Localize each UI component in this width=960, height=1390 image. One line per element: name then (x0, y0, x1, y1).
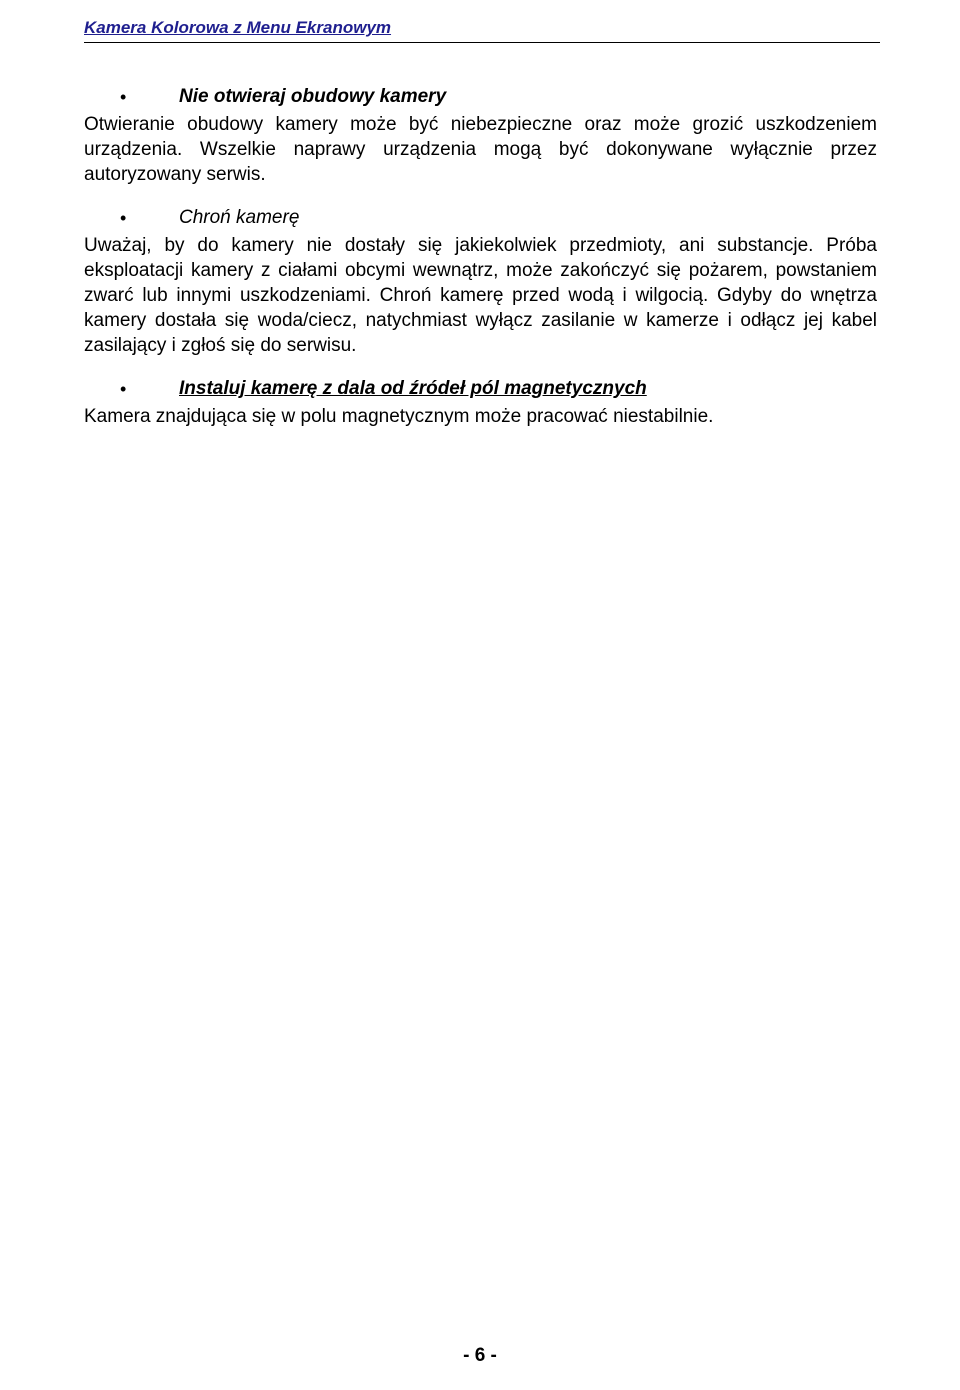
document-title: Kamera Kolorowa z Menu Ekranowym (84, 18, 392, 37)
section-heading: Chroń kamerę (179, 207, 300, 228)
section-text: Uważaj, by do kamery nie dostały się jakiekolwiek przedmioty, ani substancje. Próba eksploatacji kamery z ciałami obcymi wewnątrz, może zakończyć się pożarem, powstaniem zwarć lub innymi uszkodzeniami. Chroń kamerę przed wodą i wilgocią. Gdyby do wnętrza kamery dostała się woda/ciecz, natychmiast wyłącz zasilanie w kamerze i odłącz jej kabel zasilający i zgłoś się do serwisu. (84, 235, 877, 356)
bullet-icon: • (120, 208, 127, 228)
section-heading-line (84, 82, 877, 112)
section-chron-kamere (84, 203, 877, 358)
page-header (84, 18, 880, 43)
section-heading: Instaluj kamerę z dala od źródeł pól magnetycznych (179, 378, 647, 399)
page-number: - 6 - (463, 1345, 497, 1366)
section-text: Otwieranie obudowy kamery może być niebezpieczne oraz może grozić uszkodzeniem urządzenia. Wszelkie naprawy urządzenia mogą być dokonywane wyłącznie przez autoryzowany serwis. (84, 114, 877, 185)
section-heading-line (84, 203, 877, 233)
section-text: Kamera znajdująca się w polu magnetycznym może pracować niestabilnie. (84, 406, 714, 427)
page-content (84, 82, 877, 445)
bullet-icon: • (120, 87, 127, 107)
section-instaluj (84, 374, 877, 429)
section-heading: Nie otwieraj obudowy kamery (179, 86, 447, 107)
bullet-icon: • (120, 379, 127, 399)
section-nie-otwieraj (84, 82, 877, 187)
section-heading-line (84, 374, 877, 404)
